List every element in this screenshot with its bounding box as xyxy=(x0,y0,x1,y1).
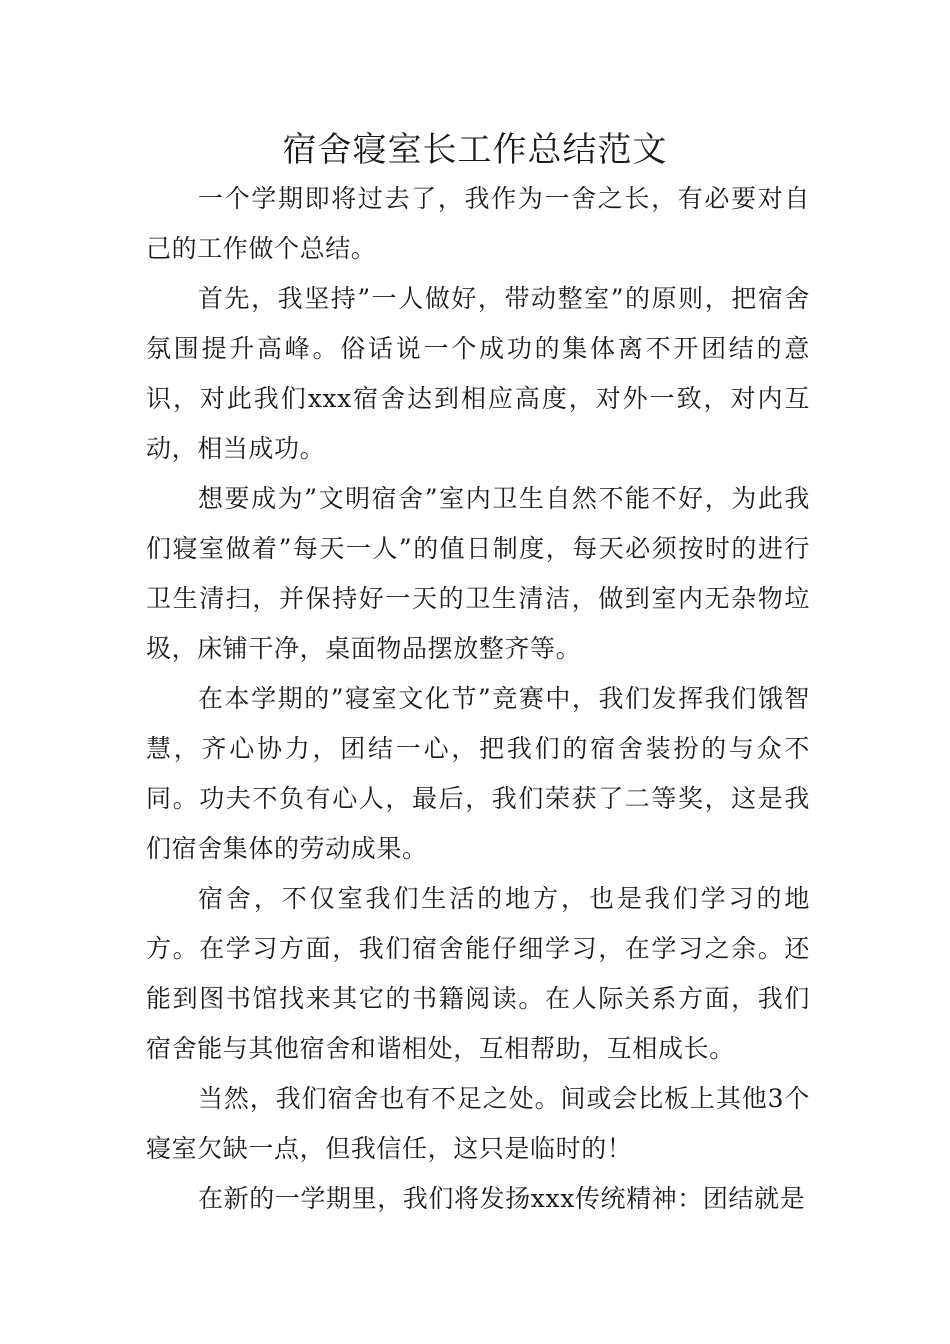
paragraph-3: 想要成为”文明宿舍”室内卫生自然不能不好，为此我们寝室做着”每天一人”的值日制度，每天必须按时的进行卫生清扫，并保持好一天的卫生清洁，做到室内无杂物垃圾，床铺干净，桌面物品摆放整齐等。 xyxy=(146,484,810,663)
document-body xyxy=(146,174,810,1224)
document-title: 宿舍寝室长工作总结范文 xyxy=(282,130,668,170)
paragraph-6: 当然，我们宿舍也有不足之处。间或会比板上其他3个寝室欠缺一点，但我信任，这只是临时的！ xyxy=(146,1084,810,1163)
paragraph-4: 在本学期的”寝室文化节”竞赛中，我们发挥我们饿智慧，齐心协力，团结一心，把我们的宿舍装扮的与众不同。功夫不负有心人，最后，我们荣获了二等奖，这是我们宿舍集体的劳动成果。 xyxy=(146,684,810,863)
paragraph-1: 一个学期即将过去了，我作为一舍之长，有必要对自己的工作做个总结。 xyxy=(146,184,810,263)
paragraph-7: 在新的一学期里，我们将发扬xxx传统精神：团结就是 xyxy=(198,1184,806,1213)
paragraph-2: 首先，我坚持”一人做好，带动整室”的原则，把宿舍氛围提升高峰。俗话说一个成功的集体离不开团结的意识，对此我们xxx宿舍达到相应高度，对外一致，对内互动，相当成功。 xyxy=(146,284,810,463)
paragraph-5: 宿舍，不仅室我们生活的地方，也是我们学习的地方。在学习方面，我们宿舍能仔细学习，在学习之余。还能到图书馆找来其它的书籍阅读。在人际关系方面，我们宿舍能与其他宿舍和谐相处，互相帮助，互相成长。 xyxy=(146,884,810,1063)
